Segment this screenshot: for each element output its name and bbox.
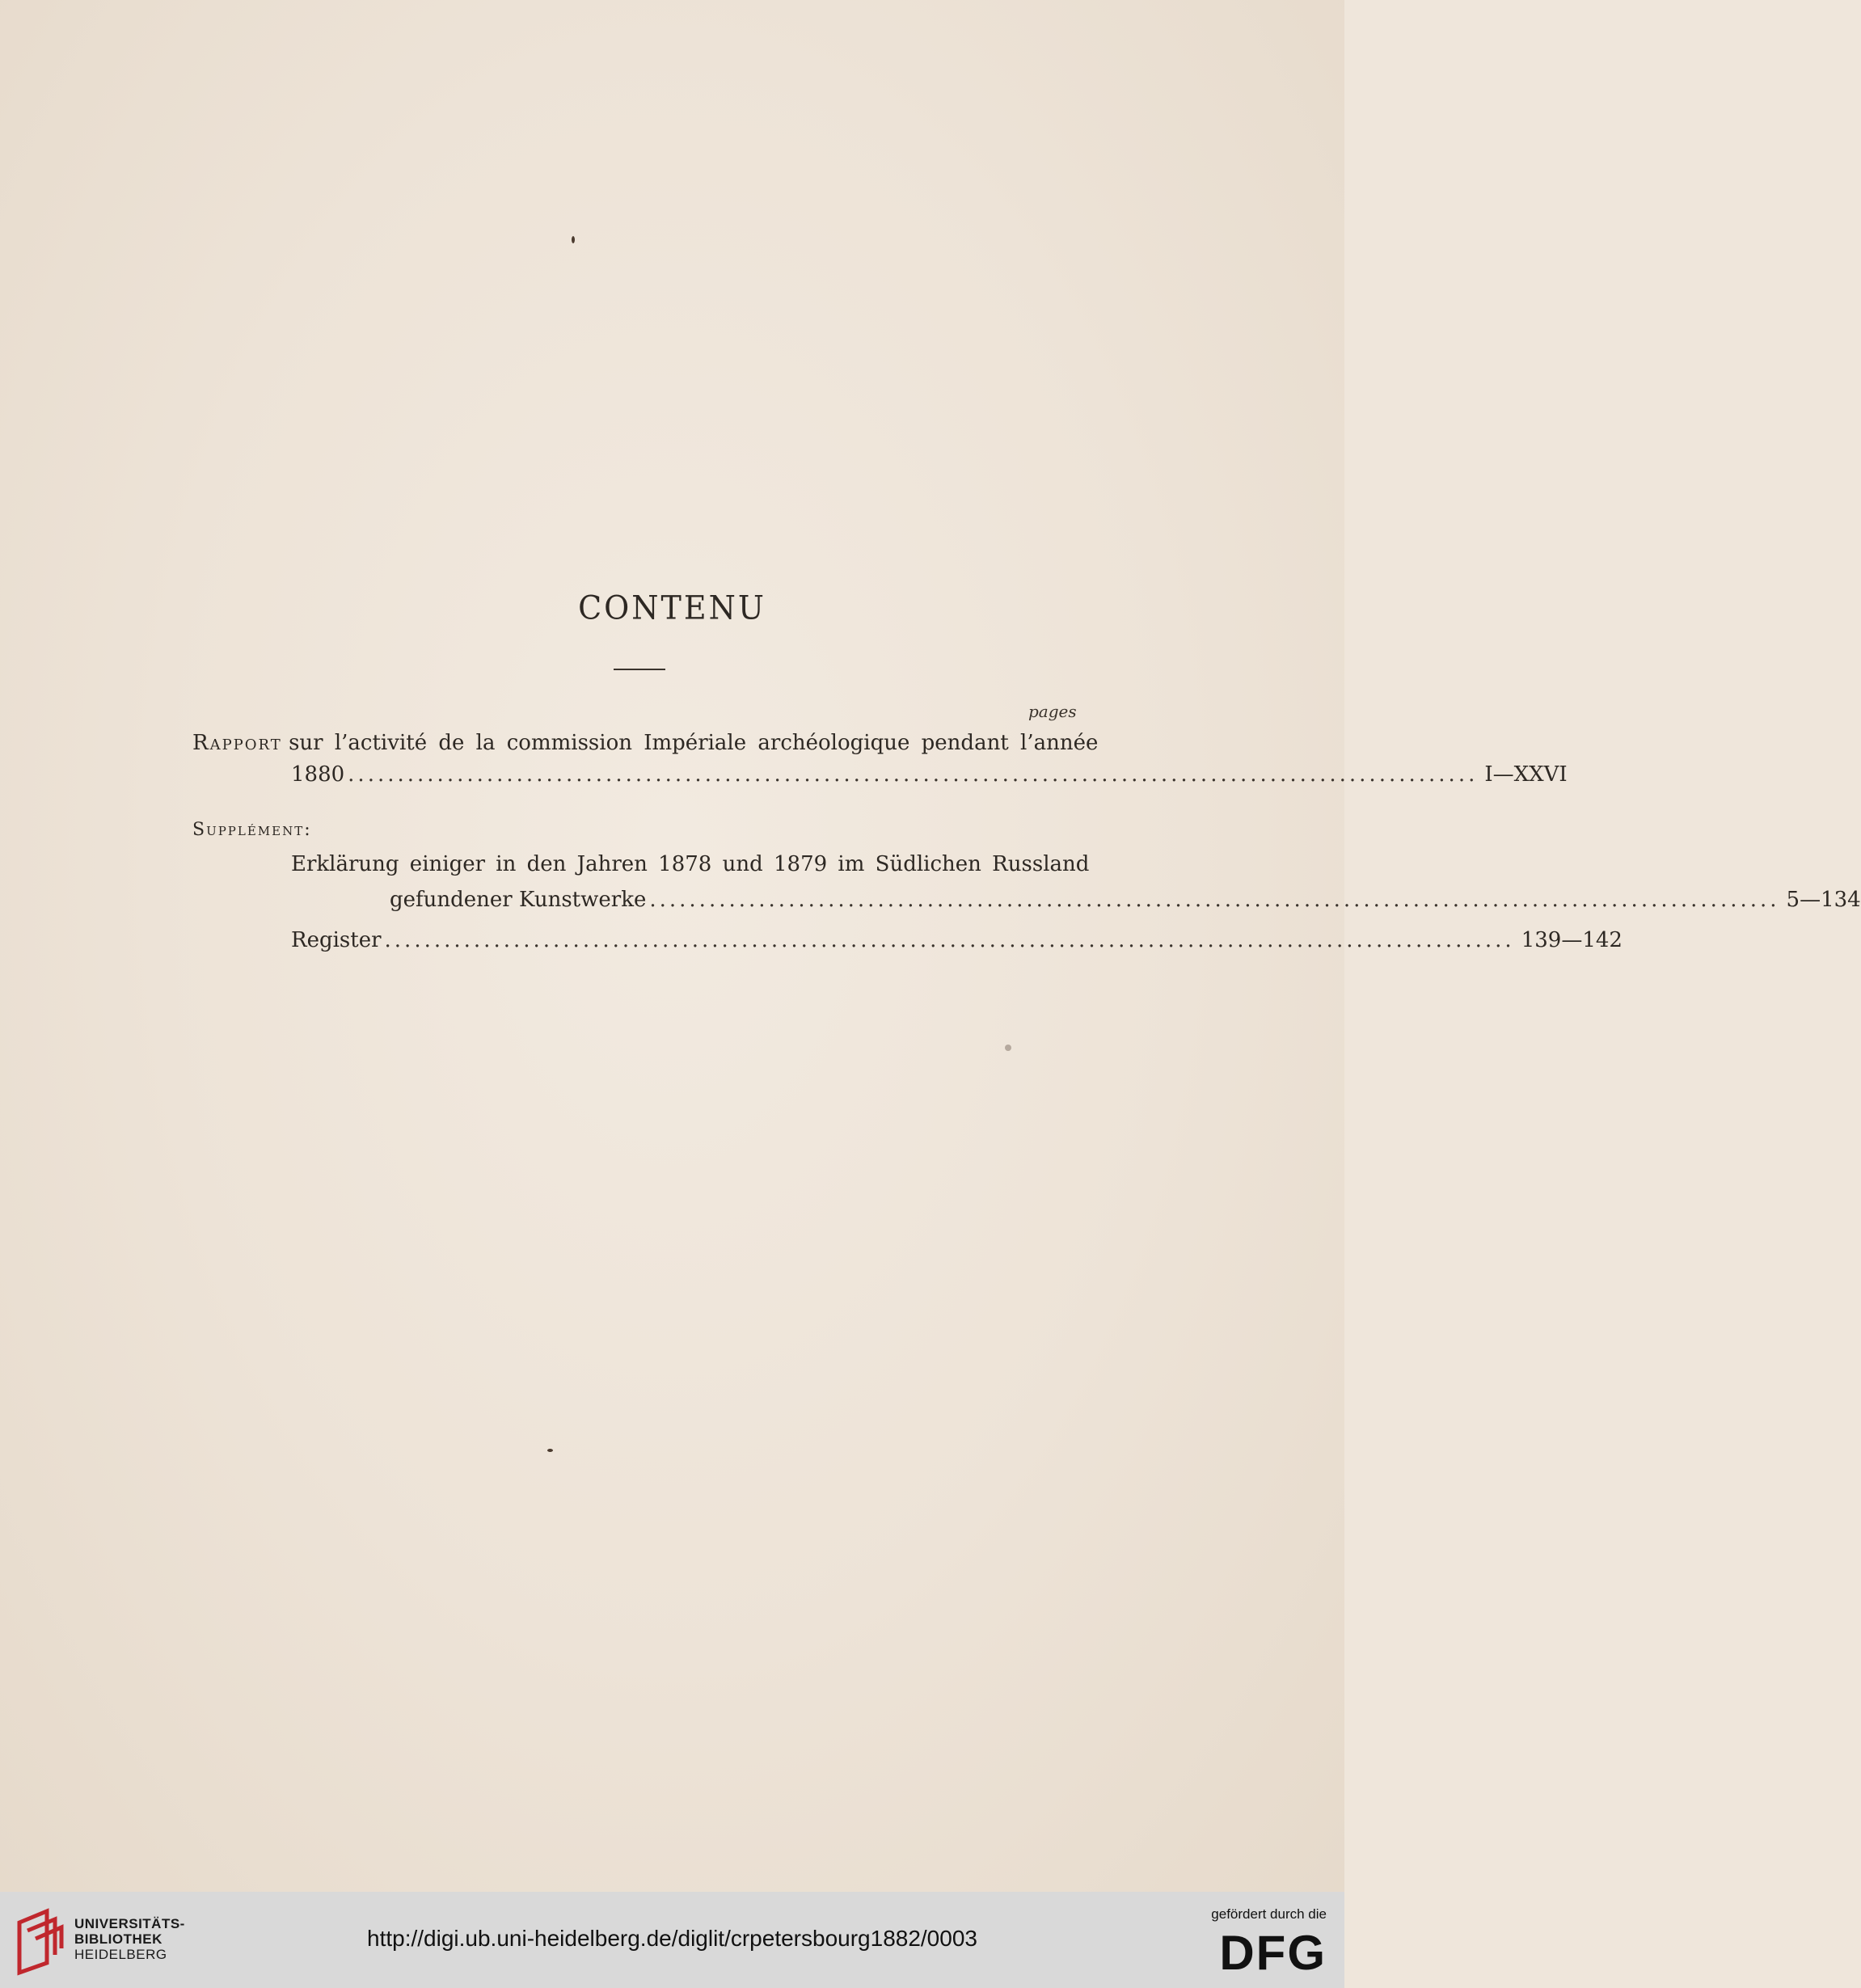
register-pages: 139—142 <box>1521 928 1623 952</box>
permalink-url[interactable]: http://digi.ub.uni-heidelberg.de/diglit/crpetersbourg1882/0003 <box>367 1926 977 1951</box>
rapport-year: 1880 <box>291 762 345 787</box>
funded-by-text: gefördert durch die <box>1211 1906 1327 1922</box>
library-line-1: UNIVERSITÄTS- <box>74 1916 185 1931</box>
erklaerung-pages: 5—134 <box>1786 888 1861 912</box>
title-divider <box>614 669 665 670</box>
erklaerung-line2: gefundener Kunstwerke <box>390 888 647 912</box>
leader-dots: .................................................................................................................. <box>649 888 1780 912</box>
rapport-continuation-row <box>291 761 1568 788</box>
library-line-2: BIBLIOTHEK <box>74 1931 162 1947</box>
ink-speck <box>1005 1045 1011 1051</box>
register-row <box>291 926 1623 954</box>
rapport-entry <box>192 729 1099 757</box>
viewer-footer <box>0 1892 1344 1988</box>
register-label: Register <box>291 928 382 952</box>
erklaerung-continuation-row <box>390 886 1861 914</box>
erklaerung-entry: Erklärung einiger in den Jahren 1878 und 1879 im Südlichen Russland <box>291 852 1090 876</box>
dfg-logo: DFG <box>1219 1926 1327 1980</box>
rapport-label: Rapport <box>192 731 282 755</box>
library-line-3: HEIDELBERG <box>74 1947 167 1962</box>
leader-dots: .................................................................................................................. <box>384 928 1515 952</box>
rapport-text: sur l’activité de la commission Impériale archéologique pendant l’année <box>289 731 1099 755</box>
ink-speck <box>547 1449 553 1452</box>
ink-speck <box>572 236 575 243</box>
rapport-pages: I—XXVI <box>1484 762 1568 787</box>
pages-column-header: pages <box>1028 702 1077 721</box>
leader-dots: .................................................................................................................. <box>348 762 1479 787</box>
supplement-label: Supplément: <box>192 820 312 840</box>
page-title: CONTENU <box>578 589 766 627</box>
